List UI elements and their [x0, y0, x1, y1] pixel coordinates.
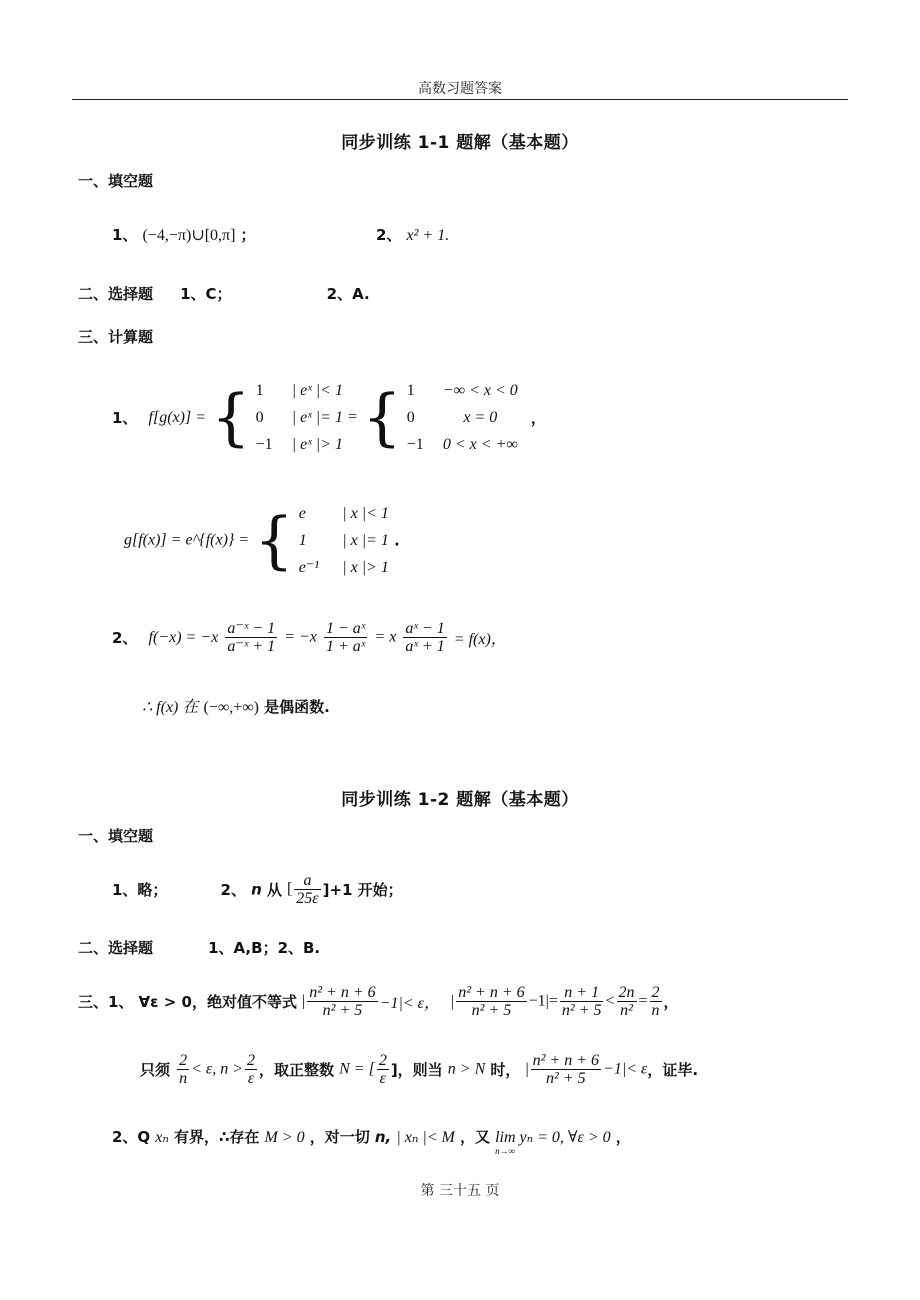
item-heading: 2、Q — [112, 1128, 151, 1146]
fraction — [403, 620, 446, 655]
item-number: 2、 — [112, 629, 138, 647]
punctuation: . — [393, 531, 400, 550]
item-heading: 三、1、 — [78, 993, 134, 1011]
proof-2-line-1 — [112, 1126, 631, 1156]
item-number: 2、 — [376, 226, 402, 244]
text: ，又 — [459, 1128, 490, 1146]
piece-value: −1 — [406, 436, 424, 453]
fraction — [307, 984, 377, 1019]
fraction — [617, 984, 637, 1019]
piece-condition: | eˣ |= 1 — [291, 409, 343, 426]
denominator: n² — [620, 1002, 633, 1019]
lhs-expression: g[f(x)] = e^{f(x)} = — [124, 531, 250, 549]
abs-bar: | — [525, 1060, 529, 1078]
choice-row — [78, 937, 320, 958]
equals-sign: = — [638, 992, 648, 1010]
fill-answer-2 — [376, 224, 449, 245]
fill-answers — [112, 872, 403, 907]
expr-part: f(−x) = −x — [148, 628, 219, 646]
piece-value: 0 — [255, 409, 264, 426]
item-number: 1、 — [112, 409, 138, 427]
choice-answer-1: 1、C； — [180, 285, 232, 303]
math-expression: x² + 1. — [406, 227, 450, 244]
expr-part: N = [ — [339, 1060, 375, 1078]
fraction — [245, 1052, 257, 1087]
denominator: n² + 5 — [546, 1070, 586, 1087]
numerator: 1 − aˣ — [325, 620, 366, 637]
expr-part: < ε, n > — [191, 1060, 244, 1078]
numerator: 2 — [179, 1052, 188, 1069]
numerator: a⁻ˣ − 1 — [227, 620, 276, 637]
piece-value: e — [298, 505, 306, 522]
fill-answer-1: 1、略； — [112, 881, 168, 899]
piece-condition: | x |< 1 — [342, 505, 389, 522]
piecewise-conditions-b — [443, 377, 518, 458]
proof-1-line-1 — [78, 984, 679, 1019]
numerator: a — [294, 872, 320, 890]
denominator: n² + 5 — [471, 1002, 512, 1019]
piecewise-values-a — [256, 377, 273, 458]
equals-sign: = — [348, 408, 358, 426]
expr-part: −1|= — [528, 992, 558, 1010]
numerator: n² + n + 6 — [458, 984, 525, 1001]
fraction — [225, 620, 277, 655]
limit-expression — [495, 1127, 611, 1156]
left-brace: { — [362, 380, 402, 454]
piecewise-conditions-a — [292, 377, 343, 458]
piece-condition: | eˣ |< 1 — [291, 382, 343, 399]
conclusion — [142, 694, 330, 717]
piece-condition: | x |= 1 — [342, 532, 389, 549]
piece-value: 1 — [406, 382, 415, 399]
numerator: aˣ − 1 — [405, 620, 445, 637]
item-number: 1、 — [112, 226, 138, 244]
punctuation: ； — [240, 226, 256, 244]
denominator: aˣ + 1 — [405, 638, 445, 655]
calc-answer-1 — [112, 377, 546, 458]
denominator: 25ε — [296, 890, 319, 907]
calc-answer-2 — [112, 620, 507, 655]
page-header: 高数习题答案 — [418, 81, 502, 97]
piecewise-values — [299, 500, 319, 581]
denominator: ε — [379, 1070, 386, 1087]
choice-answers: 1、A,B；2、B. — [208, 939, 321, 957]
expr-part: −1|< ε — [603, 1060, 648, 1078]
fill-blank-heading: 一、填空题 — [78, 827, 154, 845]
left-brace: { — [254, 503, 294, 577]
lhs-expression: f[g(x)] = — [148, 408, 206, 426]
choice-answer-2: 2、A. — [326, 285, 370, 303]
denominator: n² + 5 — [322, 1002, 363, 1019]
numerator: n² + n + 6 — [532, 1052, 600, 1069]
bracket: [ — [286, 880, 293, 898]
calc-heading: 三、计算题 — [78, 328, 154, 346]
expr-part: = −x — [284, 628, 317, 646]
piece-value: 1 — [298, 532, 307, 549]
item-number: 2、 — [220, 881, 246, 899]
expr-part: lim yₙ = 0, ∀ε > 0 — [495, 1129, 611, 1146]
denominator: n — [179, 1070, 188, 1087]
choice-heading: 二、选择题 — [78, 285, 154, 303]
expr-part: ∴ f(x) 在 — [142, 699, 199, 716]
punctuation: ， — [530, 409, 546, 427]
punctuation: ， — [615, 1128, 631, 1146]
less-than: < — [605, 992, 615, 1010]
numerator: n² + n + 6 — [309, 984, 376, 1001]
section-title-1-2: 同步训练 1-2 题解（基本题） — [341, 790, 579, 810]
abs-bar: | — [302, 992, 306, 1010]
fill-answer-1 — [112, 224, 256, 245]
fraction — [294, 872, 320, 907]
expr-part: M > 0 — [264, 1129, 305, 1146]
numerator: 2 — [378, 1052, 387, 1069]
expr-part: = f(x)， — [453, 631, 507, 648]
header-rule — [72, 99, 848, 100]
expr-part: | xₙ |< M — [396, 1129, 455, 1146]
numerator: 2 — [247, 1052, 256, 1069]
piecewise-values-b — [407, 377, 424, 458]
expr-part: −1|< ε， — [379, 995, 440, 1012]
text: ，取正整数 — [259, 1061, 335, 1079]
limit-subscript: n→∞ — [495, 1146, 515, 1156]
text: 时， — [490, 1061, 521, 1079]
denominator: ε — [247, 1070, 255, 1087]
fraction — [650, 984, 662, 1019]
variable: n — [251, 880, 262, 899]
piecewise-conditions — [342, 500, 389, 581]
numerator: 2 — [651, 984, 660, 1001]
text: ，证毕. — [647, 1061, 699, 1079]
math-expression: (−4,−π)∪[0,π] — [142, 227, 236, 244]
choice-row — [78, 283, 370, 304]
piece-value: 1 — [255, 382, 264, 399]
calc-answer-1b — [124, 500, 400, 581]
expr-part: xₙ — [155, 1129, 169, 1146]
fraction — [531, 1052, 601, 1087]
fill-blank-heading: 一、填空题 — [78, 172, 154, 190]
conclusion-text: 是偶函数. — [264, 698, 330, 716]
piece-value: e⁻¹ — [298, 559, 320, 576]
text: 从 — [266, 881, 282, 899]
numerator: n + 1 — [560, 984, 604, 1002]
choice-heading: 二、选择题 — [78, 939, 154, 957]
piece-condition: 0 < x < +∞ — [442, 436, 518, 453]
fraction — [560, 984, 604, 1019]
denominator: 1 + aˣ — [325, 638, 366, 655]
expr-part: = x — [374, 628, 397, 646]
left-brace: { — [211, 380, 251, 454]
piece-value: 0 — [406, 409, 415, 426]
text: ]，则当 — [390, 1061, 443, 1079]
piece-condition: | eˣ |> 1 — [291, 436, 343, 453]
fraction — [324, 620, 367, 655]
punctuation: ， — [663, 993, 679, 1011]
section-title-1-1: 同步训练 1-1 题解（基本题） — [341, 133, 579, 153]
text: ]+1 开始； — [322, 881, 403, 899]
piece-condition: x = 0 — [463, 409, 498, 426]
variable: n, — [374, 1128, 392, 1146]
fraction — [456, 984, 526, 1019]
fraction — [377, 1052, 389, 1087]
text: 只须 — [140, 1061, 171, 1079]
page-footer: 第 三十五 页 — [420, 1183, 500, 1199]
piece-value: −1 — [255, 436, 273, 453]
interval: (−∞,+∞) — [203, 699, 259, 716]
piece-condition: | x |> 1 — [342, 559, 389, 576]
numerator: 2n — [618, 984, 635, 1001]
denominator: n — [651, 1002, 660, 1019]
abs-bar: | — [451, 992, 455, 1010]
proof-1-line-2 — [140, 1052, 698, 1087]
text: ∀ε > 0，绝对值不等式 — [138, 993, 297, 1011]
expr-part: n > N — [447, 1060, 486, 1078]
denominator: n² + 5 — [561, 1002, 602, 1019]
text: 有界，∴存在 — [173, 1128, 260, 1146]
piece-condition: −∞ < x < 0 — [442, 382, 518, 399]
fraction — [177, 1052, 189, 1087]
denominator: a⁻ˣ + 1 — [227, 638, 276, 655]
text: ，对一切 — [309, 1128, 370, 1146]
